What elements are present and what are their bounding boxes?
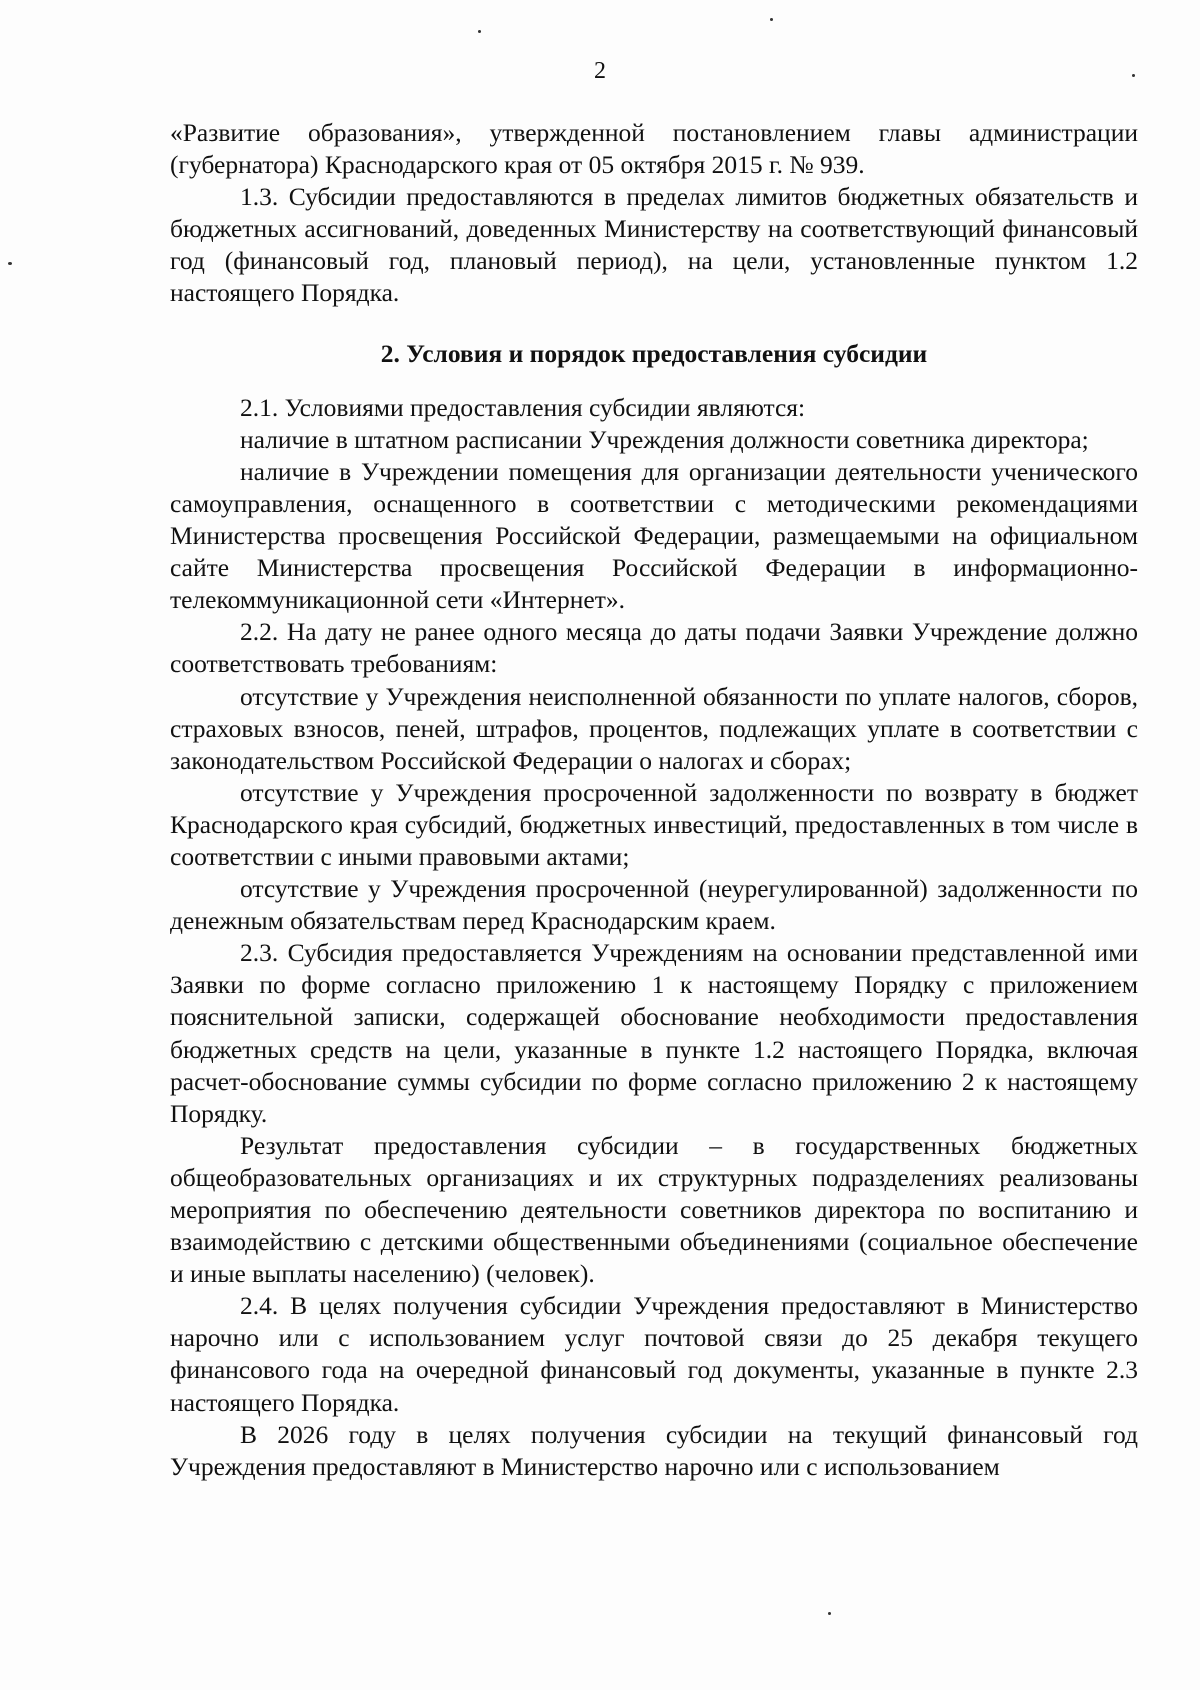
paragraph-2-3-result: Результат предоставления субсидии – в государственных бюджетных общеобразовательных организациях и их структурных подразделениях реализованы мероприятия по обеспечению деятельности советников директора по воспитанию и взаимодействию с детскими общественными объединениями (социальное обеспечение и иные выплаты населению) (человек). <box>170 1130 1138 1289</box>
paragraph-2-2: 2.2. На дату не ранее одного месяца до даты подачи Заявки Учреждение должно соответствовать требованиям: <box>170 617 1138 679</box>
paragraph-2-2-b: отсутствие у Учреждения просроченной задолженности по возврату в бюджет Краснодарского края субсидий, бюджетных инвестиций, предоставленных в том числе в соответствии с иными правовыми актами; <box>170 777 1138 871</box>
paragraph-2-1: 2.1. Условиями предоставления субсидии являются: <box>240 392 806 422</box>
paragraph-1-3: 1.3. Субсидии предоставляются в пределах лимитов бюджетных обязательств и бюджетных ассигнований, доведенных Министерству на соответствующий финансовый год (финансовый год, плановый период), на цели, установленные пунктом 1.2 настоящего Порядка. <box>170 182 1138 308</box>
paragraph-2-4: 2.4. В целях получения субсидии Учреждения предоставляют в Министерство нарочно или с использованием услуг почтовой связи до 25 декабря текущего финансового года на очередной финансовый год документы, указанные в пункте 2.3 настоящего Порядка. <box>170 1291 1138 1417</box>
scan-speck <box>478 30 481 33</box>
document-body <box>170 117 1138 1483</box>
paragraph-2-1-a: наличие в штатном расписании Учреждения должности советника директора; <box>240 424 1089 454</box>
scan-speck <box>770 18 773 21</box>
paragraph-2-1-b: наличие в Учреждении помещения для организации деятельности ученического самоуправления, оснащенного в соответствии с методическими рекомендациями Министерства просвещения Российской Федерации, размещаемыми на официальном сайте Министерства просвещения Российской Федерации в информационно-телекоммуникационной сети «Интернет». <box>170 456 1138 615</box>
paragraph-2-4-b: В 2026 году в целях получения субсидии на текущий финансовый год Учреждения предоставляют в Министерство нарочно или с использованием <box>170 1419 1138 1481</box>
page-number: 2 <box>594 58 606 84</box>
paragraph-2-3: 2.3. Субсидия предоставляется Учреждениям на основании представленной ими Заявки по форме согласно приложению 1 к настоящему Порядку с приложением пояснительной записки, содержащей обоснование необходимости предоставления бюджетных средств на цели, указанные в пункте 1.2 настоящего Порядка, включая расчет-обоснование суммы субсидии по форме согласно приложению 2 к настоящему Порядку. <box>170 938 1138 1128</box>
paragraph-2-2-c: отсутствие у Учреждения просроченной (неурегулированной) задолженности по денежным обязательствам перед Краснодарским краем. <box>170 874 1138 936</box>
paragraph-intro: «Развитие образования», утвержденной постановлением главы администрации (губернатора) Краснодарского края от 05 октября 2015 г. № 939. <box>170 118 1138 180</box>
section-heading-2: 2. Условия и порядок предоставления субсидии <box>380 338 928 368</box>
scan-speck <box>1132 74 1135 77</box>
scan-speck <box>8 262 12 265</box>
paragraph-2-2-a: отсутствие у Учреждения неисполненной обязанности по уплате налогов, сборов, страховых взносов, пеней, штрафов, процентов, подлежащих уплате в соответствии с законодательством Российской Федерации о налогах и сборах; <box>170 681 1138 775</box>
scan-speck <box>828 1612 831 1615</box>
